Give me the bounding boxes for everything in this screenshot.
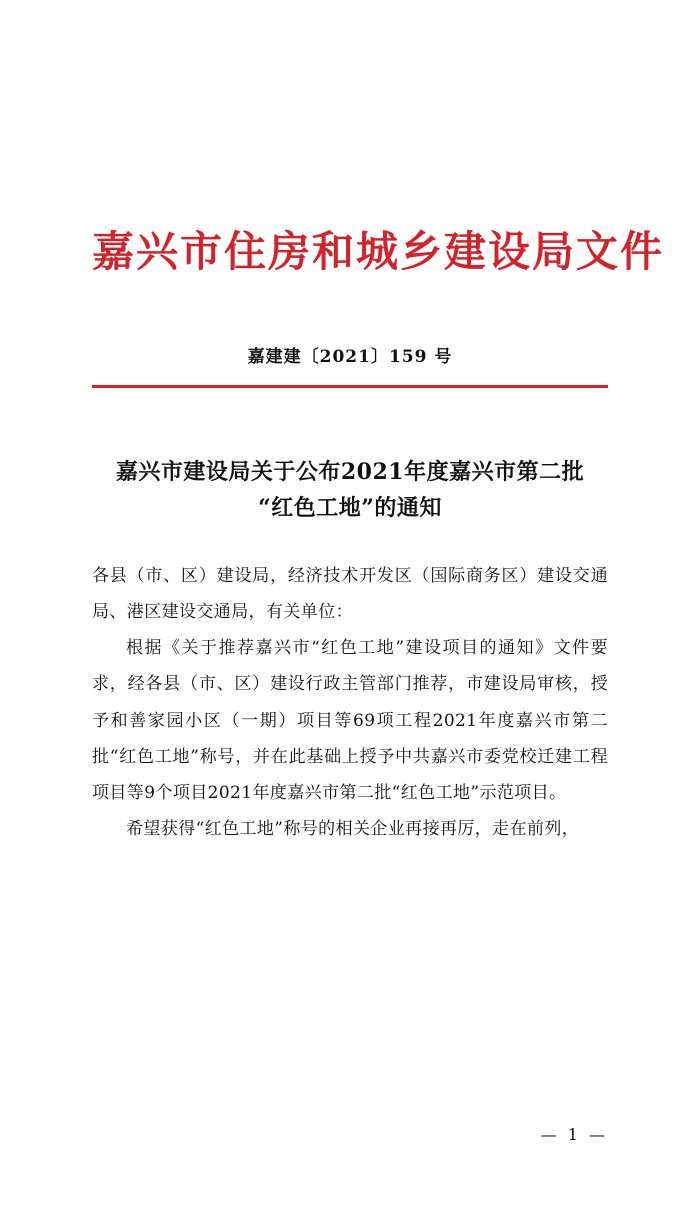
body-paragraph-recipients: 各县（市、区）建设局，经济技术开发区（国际商务区）建设交通局、港区建设交通局，有关单位： xyxy=(92,566,608,623)
document-number: 嘉建建〔2021〕159 号 xyxy=(247,347,453,368)
page-title-line-2: “红色工地”的通知 xyxy=(258,495,442,522)
document-page xyxy=(0,228,700,1218)
page-title-line-1: 嘉兴市建设局关于公布2021年度嘉兴市第二批 xyxy=(115,458,585,485)
page-title xyxy=(92,454,608,527)
red-divider-rule xyxy=(92,385,608,388)
document-body xyxy=(92,558,608,846)
body-paragraph-main: 根据《关于推荐嘉兴市“红色工地”建设项目的通知》文件要求，经各县（市、区）建设行政主管部门推荐，市建设局审核，授予和善家园小区（一期）项目等69项工程2021年度嘉兴市第二批“红色工地”称号，并在此基础上授予中共嘉兴市委党校迁建工程项目等9个项目2021年度嘉兴市第二批“红色工地”示范项目。 xyxy=(92,638,608,803)
page-number: — 1 — xyxy=(540,1125,608,1144)
document-masthead: 嘉兴市住房和城乡建设局文件 xyxy=(92,227,665,276)
body-paragraph-closing: 希望获得“红色工地”称号的相关企业再接再厉，走在前列， xyxy=(126,818,580,839)
